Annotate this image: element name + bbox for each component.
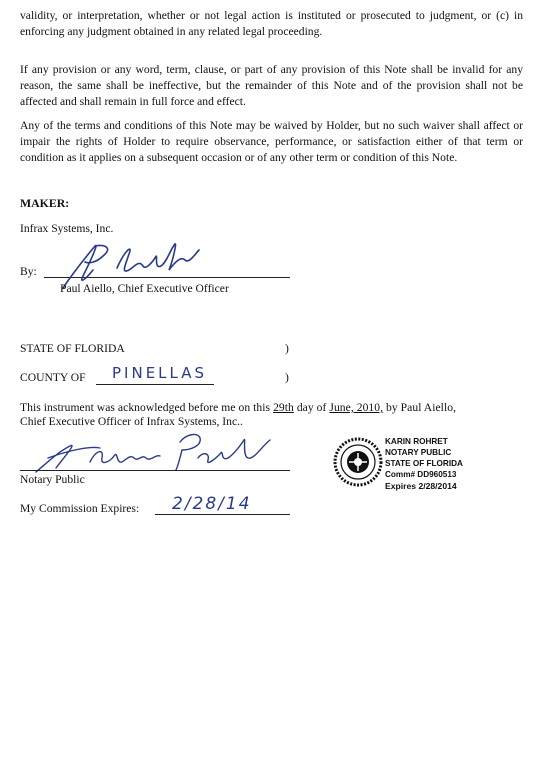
notary-signature-line xyxy=(20,470,290,471)
state-label: STATE OF FLORIDA xyxy=(20,342,125,355)
stamp-title: NOTARY PUBLIC xyxy=(385,448,452,457)
by-label: By: xyxy=(20,265,37,278)
ack-prefix: This instrument was acknowledged before me on this xyxy=(20,401,271,414)
signatory-name: Paul Aiello, Chief Executive Officer xyxy=(60,282,229,295)
commission-value: 2/28/14 xyxy=(172,494,252,514)
acknowledgment-line-1 xyxy=(20,401,456,415)
commission-line xyxy=(155,514,290,515)
stamp-name: KARIN ROHRET xyxy=(385,437,448,446)
notary-seal-icon xyxy=(333,437,383,487)
maker-company: Infrax Systems, Inc. xyxy=(20,222,114,235)
notary-public-label: Notary Public xyxy=(20,473,85,486)
paragraph-severability: If any provision or any word, term, clause, or part of any provision of this Note shall be invalid for any reason, the same shall be ineffective, but the remainder of this Note and of the provision shall not be affected and shall remain in full force and effect. xyxy=(20,63,523,108)
commission-label: My Commission Expires: xyxy=(20,502,140,515)
maker-heading: MAKER: xyxy=(20,196,70,210)
county-value: PINELLAS xyxy=(112,364,208,382)
ack-suffix: by Paul Aiello, xyxy=(386,401,457,414)
stamp-state: STATE OF FLORIDA xyxy=(385,459,463,468)
county-label: COUNTY OF xyxy=(20,371,86,384)
county-line xyxy=(96,384,214,385)
state-paren: ) xyxy=(285,342,289,355)
ack-day: 29th xyxy=(273,401,294,414)
stamp-expires: Expires 2/28/2014 xyxy=(385,481,457,491)
notary-stamp xyxy=(333,435,505,505)
paragraph-waiver: Any of the terms and conditions of this Note may be waived by Holder, but no such waiver shall affect or impair the rights of Holder to require observance, performance, or satisfaction either of that term or condition as it applies on a subsequent occasion or of any other term or condition of this Note. xyxy=(20,119,523,164)
paragraph-legal-proceeding: validity, or interpretation, whether or not legal action is instituted or prosecuted to judgment, or (c) in enforcing any judgment obtained in any related legal proceeding. xyxy=(20,9,523,38)
ack-month-year: June, 2010, xyxy=(329,401,384,414)
stamp-commission: Comm# DD960513 xyxy=(385,470,457,479)
acknowledgment-line-2: Chief Executive Officer of Infrax Systems, Inc.. xyxy=(20,415,243,428)
county-paren: ) xyxy=(285,371,289,384)
ack-mid: day of xyxy=(296,401,327,414)
